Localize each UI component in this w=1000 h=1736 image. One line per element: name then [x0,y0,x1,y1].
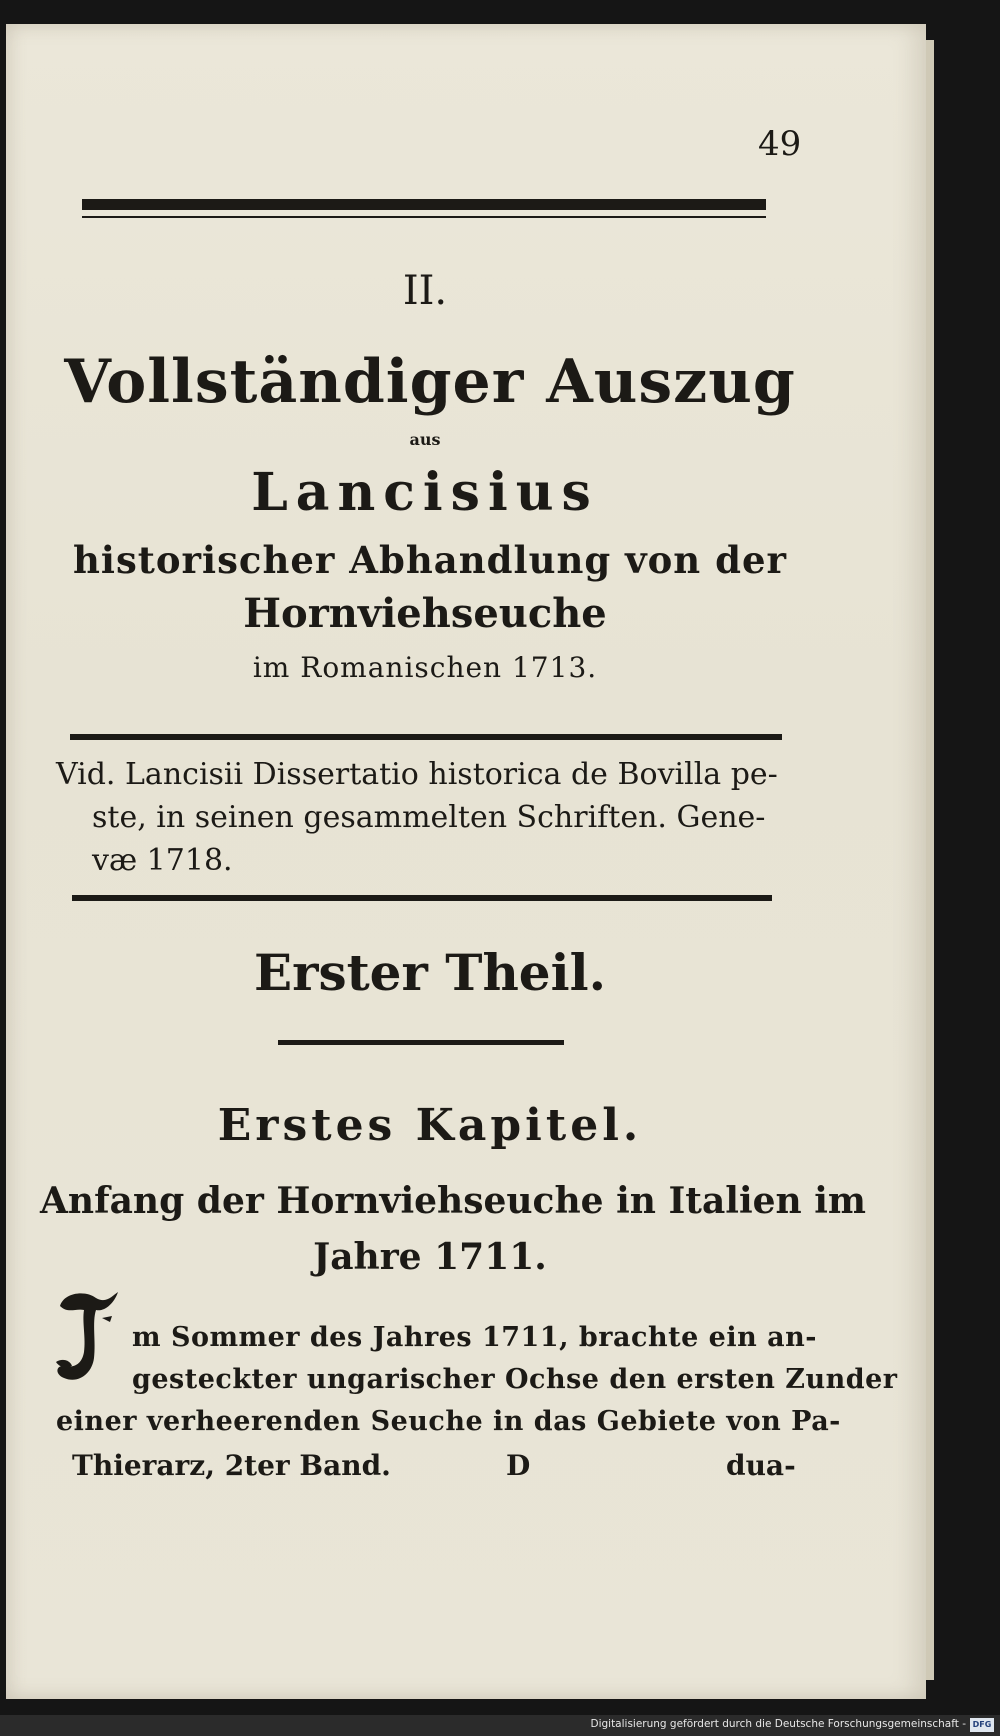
title-line-5: Hornviehseuche [243,590,607,637]
part-heading: Erster Theil. [253,943,607,1002]
drop-cap [52,1288,124,1386]
citation-line-2: ste, in seinen gesammelten Schriften. Gene- [92,800,766,835]
chapter-heading: Erstes Kapitel. [217,1100,643,1151]
citation-rule-bottom [72,895,772,901]
page-number: 49 [758,124,802,164]
top-rule-thick [82,199,766,210]
chapter-subtitle-line-1: Anfang der Hornviehseuche in Italien im [40,1180,866,1222]
chapter-subtitle-line-2: Jahre 1711. [313,1236,547,1278]
body-line-2: gesteckter ungarischer Ochse den ersten Zunder [132,1364,898,1395]
citation-line-3: væ 1718. [92,843,233,878]
drop-cap-glyph-icon [52,1288,124,1386]
citation-rule-top [70,734,782,740]
title-line-1: Vollständiger Auszug [64,347,796,417]
signature-mark: D [506,1449,531,1482]
top-rule-thin [82,216,766,218]
title-line-6: im Romanischen 1713. [252,651,598,684]
credit-text: Digitalisierung gefördert durch die Deutsche Forschungsgemeinschaft - [590,1718,966,1730]
catchword: dua- [726,1449,796,1482]
part-rule [278,1040,564,1045]
body-line-3: einer verheerenden Seuche in das Gebiete von Pa- [56,1406,841,1437]
dfg-logo-icon: DFG [970,1718,994,1732]
credit-bar [0,1715,1000,1736]
title-line-4: historischer Abhandlung von der [73,538,787,582]
section-numeral: II. [402,268,448,314]
title-line-2: aus [409,430,441,449]
page-edge [926,40,934,1680]
title-line-3: Lancisius [251,462,599,523]
signature-left: Thierarz, 2ter Band. [72,1449,391,1482]
citation-line-1: Vid. Lancisii Dissertatio historica de Bovilla pe- [56,757,778,792]
body-line-1: m Sommer des Jahres 1711, brachte ein an- [132,1322,817,1353]
